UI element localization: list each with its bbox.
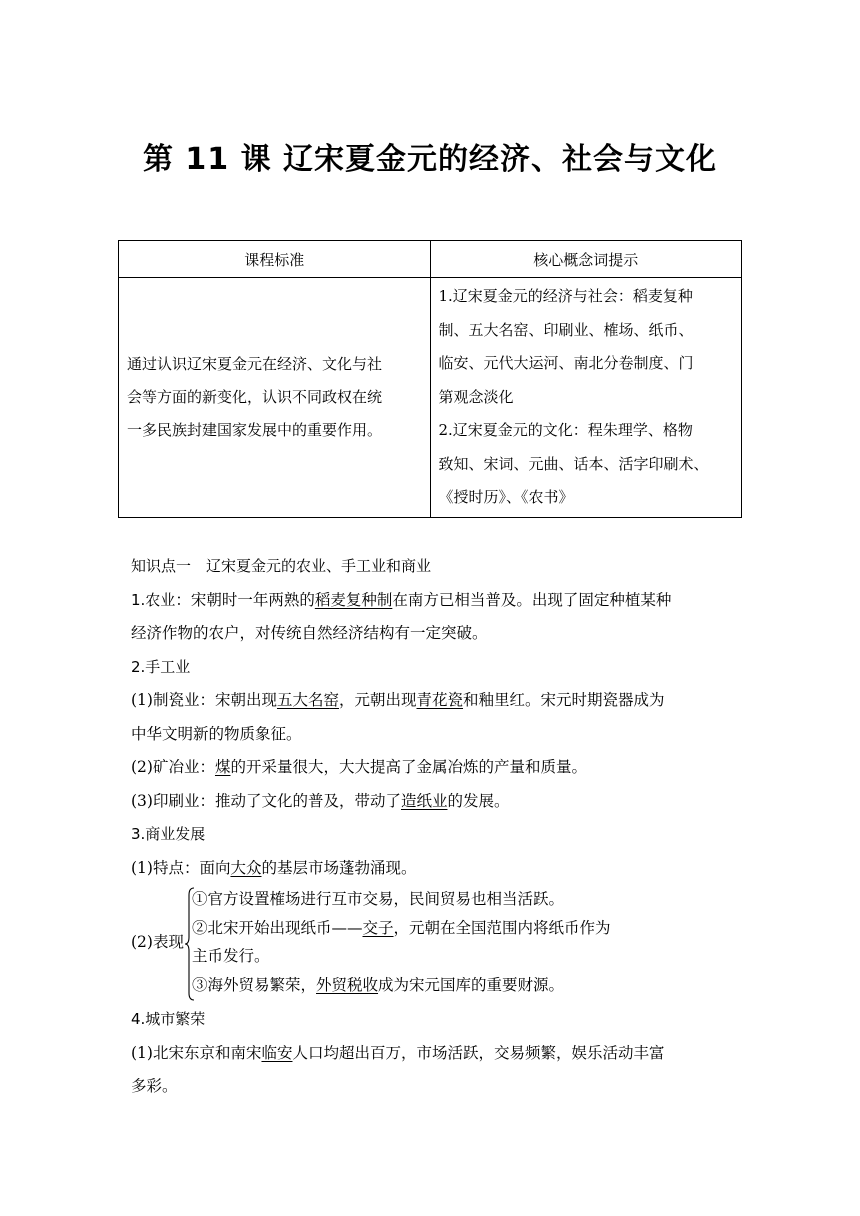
agriculture-paragraph-cont: 经济作物的农户，对传统自然经济结构有一定突破。 [131, 624, 488, 642]
agriculture-label: 1.农业 [131, 590, 176, 609]
porcelain-paragraph-cont: 中华文明新的物质象征。 [131, 724, 302, 743]
key-term: 外贸税收 [316, 975, 379, 994]
section-heading: 知识点一 辽宋夏金元的农业、手工业和商业 [131, 557, 432, 575]
concept-line: 临安、元代大运河、南北分卷制度、门 [438, 354, 694, 372]
page-title: 第 11 课 辽宋夏金元的经济、社会与文化 [142, 142, 718, 177]
concept-line: 第观念淡化 [438, 387, 514, 406]
table-header-concepts: 核心概念词提示 [430, 241, 742, 278]
printing-paragraph: (3)印刷业：推动了文化的普及，带动了造纸业的发展。 [131, 791, 510, 810]
commerce-label: 3.商业发展 [131, 825, 206, 843]
standard-line: 通过认识辽宋夏金元在经济、文化与社 [127, 354, 383, 373]
city-label: 4.城市繁荣 [131, 1010, 206, 1028]
performance-items [192, 885, 732, 999]
concept-line: 制、五大名窑、印刷业、榷场、纸币、 [438, 320, 694, 339]
key-term: 五大名窑 [276, 691, 339, 709]
city-paragraph: (1)北宋东京和南宋临安人口均超出百万，市场活跃，交易频繁，娱乐活动丰富 [131, 1043, 665, 1062]
key-term: 稻麦复种制 [314, 590, 393, 609]
key-term: 造纸业 [400, 791, 448, 810]
table-header-standard: 课程标准 [119, 241, 431, 278]
performance-item: ②北宋开始出现纸币——交子，元朝在全国范围内将纸币作为 [192, 918, 611, 937]
performance-label: (2)表现 [131, 933, 184, 951]
key-term: 交子 [362, 918, 394, 937]
mining-paragraph: (2)矿冶业：煤的开采量很大，大大提高了金属冶炼的产量和质量。 [131, 758, 587, 776]
standard-line: 一多民族封建国家发展中的重要作用。 [127, 420, 383, 439]
concept-line: 《授时历》、《农书》 [438, 488, 574, 506]
standard-line: 会等方面的新变化，认识不同政权在统 [127, 387, 383, 406]
core-concepts-cell [430, 278, 742, 518]
key-term: 煤 [214, 758, 231, 776]
key-term: 临安 [261, 1043, 293, 1062]
city-paragraph-cont: 多彩。 [131, 1077, 178, 1095]
commerce-feature: (1)特点：面向大众的基层市场蓬勃涌现。 [131, 858, 417, 877]
key-term: 大众 [230, 858, 262, 877]
concept-line: 1.辽宋夏金元的经济与社会：稻麦复种 [438, 287, 693, 305]
curriculum-standard-cell [119, 278, 431, 518]
porcelain-paragraph: (1)制瓷业：宋朝出现五大名窑，元朝出现青花瓷和釉里红。宋元时期瓷器成为 [131, 691, 665, 709]
commerce-performance-group [131, 885, 741, 1003]
knowledge-section [131, 550, 741, 1104]
concept-line: 致知、宋词、元曲、话本、活字印刷术、 [438, 454, 709, 473]
performance-item: ①官方设置榷场进行互市交易，民间贸易也相当活跃。 [192, 890, 565, 908]
handicraft-label: 2.手工业 [131, 657, 191, 676]
agriculture-paragraph: 1.农业：宋朝时一年两熟的稻麦复种制在南方已相当普及。出现了固定种植某种 [131, 590, 672, 609]
key-term: 青花瓷 [416, 691, 464, 709]
performance-item-cont: 主币发行。 [192, 947, 270, 965]
concept-line: 2.辽宋夏金元的文化：程朱理学、格物 [438, 421, 693, 439]
curriculum-table [118, 240, 742, 518]
performance-item: ③海外贸易繁荣，外贸税收成为宋元国库的重要财源。 [192, 975, 565, 994]
